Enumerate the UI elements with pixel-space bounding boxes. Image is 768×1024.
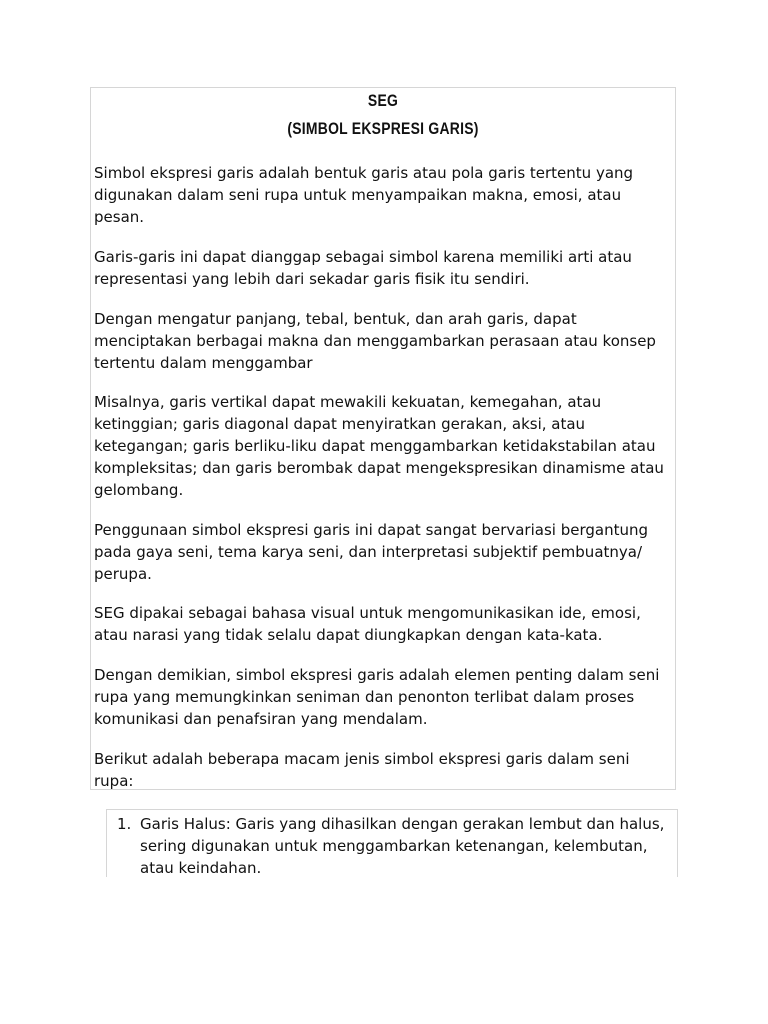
text-line: Dengan demikian, simbol ekspresi garis adalah elemen penting dalam seni — [94, 666, 660, 684]
text-line: gelombang. — [94, 481, 184, 499]
text-line: ketegangan; garis berliku-liku dapat menggambarkan ketidakstabilan atau — [94, 437, 656, 455]
text-line: atau keindahan. — [140, 859, 262, 877]
text-line: SEG dipakai sebagai bahasa visual untuk mengomunikasikan ide, emosi, — [94, 604, 641, 622]
document-title: SEG — [367, 91, 399, 110]
list-item-number: 1. — [117, 815, 132, 833]
text-line: tertentu dalam menggambar — [94, 354, 313, 372]
text-line: Penggunaan simbol ekspresi garis ini dapat sangat bervariasi bergantung — [94, 521, 649, 539]
document-subtitle: (SIMBOL EKSPRESI GARIS) — [287, 119, 479, 138]
text-line: Simbol ekspresi garis adalah bentuk garis atau pola garis tertentu yang — [94, 164, 634, 182]
text-line: Berikut adalah beberapa macam jenis simbol ekspresi garis dalam seni — [94, 750, 630, 768]
paragraph-definition — [94, 162, 672, 228]
paragraph-language — [94, 602, 672, 646]
text-line: Garis Halus: Garis yang dihasilkan dengan gerakan lembut dan halus, — [140, 815, 665, 833]
text-line: menciptakan berbagai makna dan menggambarkan perasaan atau konsep — [94, 332, 656, 350]
text-line: atau narasi yang tidak selalu dapat diungkapkan dengan kata-kata. — [94, 626, 603, 644]
text-line: rupa: — [94, 772, 134, 790]
text-line: rupa yang memungkinkan seniman dan penonton terlibat dalam proses — [94, 688, 635, 706]
paragraph-symbol — [94, 246, 672, 290]
text-line: digunakan dalam seni rupa untuk menyampaikan makna, emosi, atau — [94, 186, 622, 204]
paragraph-usage — [94, 519, 672, 585]
text-line: Misalnya, garis vertikal dapat mewakili kekuatan, kemegahan, atau — [94, 393, 602, 411]
paragraph-intro-list — [94, 748, 672, 792]
list-box — [106, 809, 678, 877]
text-line: perupa. — [94, 565, 152, 583]
text-line: representasi yang lebih dari sekadar garis fisik itu sendiri. — [94, 270, 530, 288]
text-line: sering digunakan untuk menggambarkan ketenangan, kelembutan, — [140, 837, 648, 855]
list-item — [140, 813, 664, 879]
paragraph-examples — [94, 391, 672, 501]
text-line: Dengan mengatur panjang, tebal, bentuk, dan arah garis, dapat — [94, 310, 577, 328]
paragraph-conclusion — [94, 664, 672, 730]
text-line: pesan. — [94, 208, 145, 226]
text-line: ketinggian; garis diagonal dapat menyiratkan gerakan, aksi, atau — [94, 415, 586, 433]
paragraph-arrangement — [94, 308, 672, 374]
text-line: komunikasi dan penafsiran yang mendalam. — [94, 710, 428, 728]
content-box — [90, 87, 676, 790]
text-line: Garis-garis ini dapat dianggap sebagai simbol karena memiliki arti atau — [94, 248, 632, 266]
text-line: pada gaya seni, tema karya seni, dan interpretasi subjektif pembuatnya/ — [94, 543, 643, 561]
text-line: kompleksitas; dan garis berombak dapat mengekspresikan dinamisme atau — [94, 459, 664, 477]
